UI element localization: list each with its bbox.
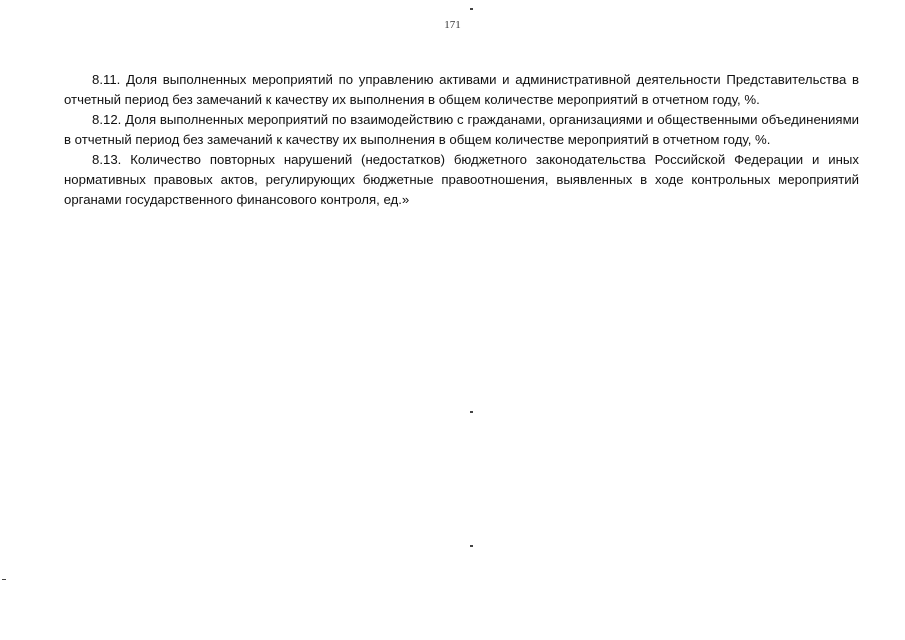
scan-speck (470, 545, 473, 547)
paragraph-8-12: 8.12. Доля выполненных мероприятий по взаимодействию с гражданами, организациями и общественными объединениями в отчетный период без замечаний к качеству их выполнения в общем количестве мероприятий в отчетном году, %. (64, 112, 859, 147)
paragraph-8-11: 8.11. Доля выполненных мероприятий по управлению активами и административной деятельности Представительства в отчетный период без замечаний к качеству их выполнения в общем количестве мероприятий в отчетном году, %. (64, 72, 859, 107)
scan-speck (470, 411, 473, 413)
scan-speck (470, 8, 473, 10)
page-number: 171 (444, 19, 461, 31)
scan-speck (2, 579, 6, 580)
paragraph-8-13: 8.13. Количество повторных нарушений (недостатков) бюджетного законодательства Российской Федерации и иных нормативных правовых актов, регулирующих бюджетные правоотношения, выявленных в ходе контрольных мероприятий органами государственного финансового контроля, ед.» (64, 152, 859, 207)
document-body (64, 70, 859, 210)
